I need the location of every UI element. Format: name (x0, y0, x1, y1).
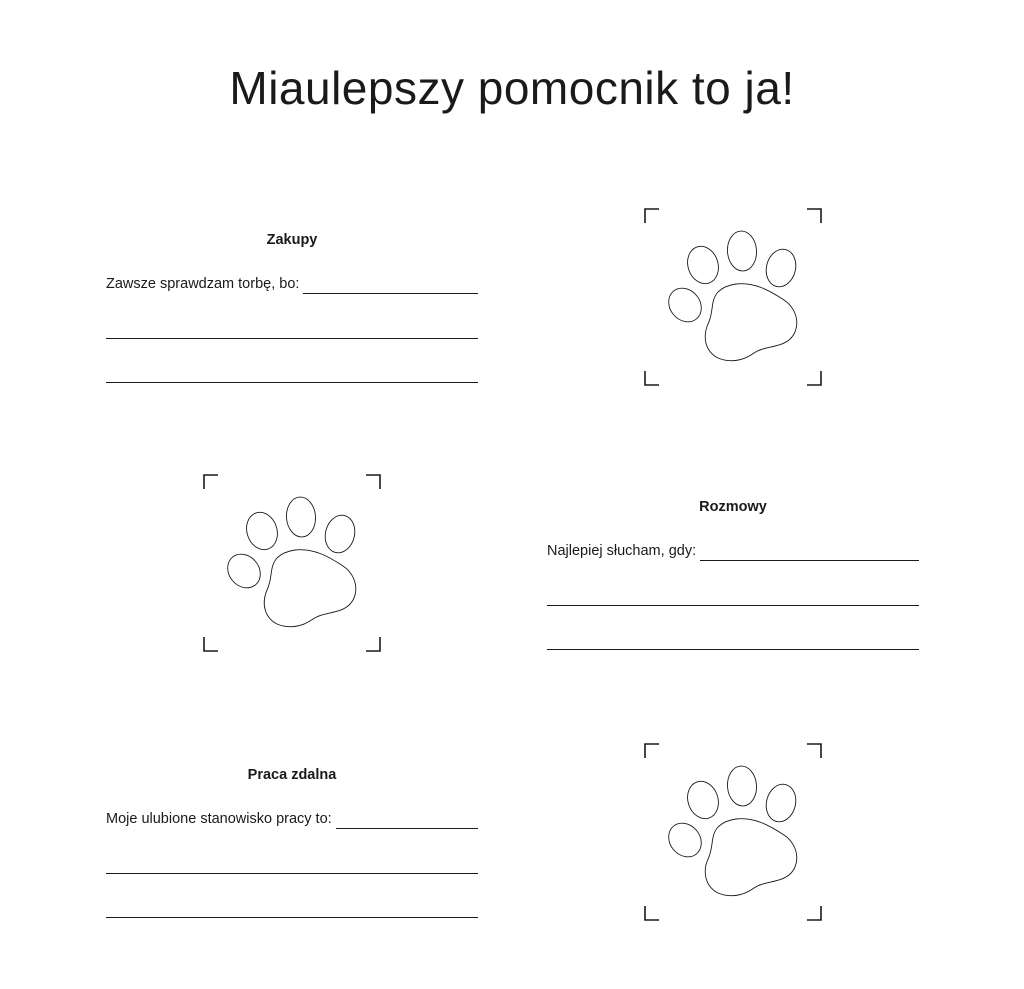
prompt-text-praca-zdalna: Moje ulubione stanowisko pracy to: (106, 811, 332, 827)
paw-photo-frame-3 (644, 743, 822, 921)
frame-corner (366, 637, 380, 651)
answer-line-praca-zdalna-3[interactable] (106, 917, 478, 918)
answer-line-rozmowy-3[interactable] (547, 649, 919, 650)
frame-corner (366, 475, 380, 489)
paw-photo-frame-2 (203, 474, 381, 652)
frame-corner (645, 906, 659, 920)
paw-toe-pad (242, 508, 282, 553)
frame-corner (645, 744, 659, 758)
paw-toe-pad (683, 777, 723, 822)
frame-corner (807, 371, 821, 385)
frame-corner (204, 637, 218, 651)
paw-toe-pad (285, 496, 317, 538)
paw-toe-pad (221, 548, 267, 595)
answer-line-rozmowy-2[interactable] (547, 605, 919, 606)
prompt-text-rozmowy: Najlepiej słucham, gdy: (547, 543, 697, 559)
paw-toe-pad (726, 765, 758, 807)
prompt-text-zakupy: Zawsze sprawdzam torbę, bo: (106, 276, 300, 292)
answer-blank-praca-zdalna[interactable] (336, 828, 478, 829)
paw-toe-pad (321, 512, 358, 556)
paw-photo-frame-1 (644, 208, 822, 386)
paw-toe-pad (683, 242, 723, 287)
paw-main-pad (705, 284, 797, 361)
page-title: Miaulepszy pomocnik to ja! (229, 62, 795, 114)
section-heading-praca-zdalna: Praca zdalna (247, 767, 337, 783)
frame-corner (807, 906, 821, 920)
prompt-row-praca-zdalna (106, 807, 478, 829)
frame-corner (807, 744, 821, 758)
section-heading-zakupy: Zakupy (266, 232, 318, 248)
prompt-row-rozmowy (547, 539, 919, 561)
answer-line-zakupy-3[interactable] (106, 382, 478, 383)
answer-blank-zakupy[interactable] (303, 293, 478, 294)
paw-main-pad (705, 819, 797, 896)
section-praca-zdalna (106, 765, 478, 925)
paw-toe-pad (762, 246, 799, 290)
frame-corner (645, 371, 659, 385)
answer-line-zakupy-2[interactable] (106, 338, 478, 339)
section-rozmowy (547, 497, 919, 657)
paw-print-icon (644, 208, 822, 386)
answer-blank-rozmowy[interactable] (700, 560, 919, 561)
section-heading-rozmowy: Rozmowy (699, 499, 767, 515)
frame-corner (204, 475, 218, 489)
paw-toe-pad (662, 282, 708, 329)
section-zakupy (106, 230, 478, 390)
prompt-row-zakupy (106, 272, 478, 294)
paw-toe-pad (762, 781, 799, 825)
paw-toe-pad (726, 230, 758, 272)
frame-corner (645, 209, 659, 223)
paw-main-pad (264, 550, 356, 627)
paw-print-icon (203, 474, 381, 652)
answer-line-praca-zdalna-2[interactable] (106, 873, 478, 874)
paw-toe-pad (662, 817, 708, 864)
paw-print-icon (644, 743, 822, 921)
frame-corner (807, 209, 821, 223)
